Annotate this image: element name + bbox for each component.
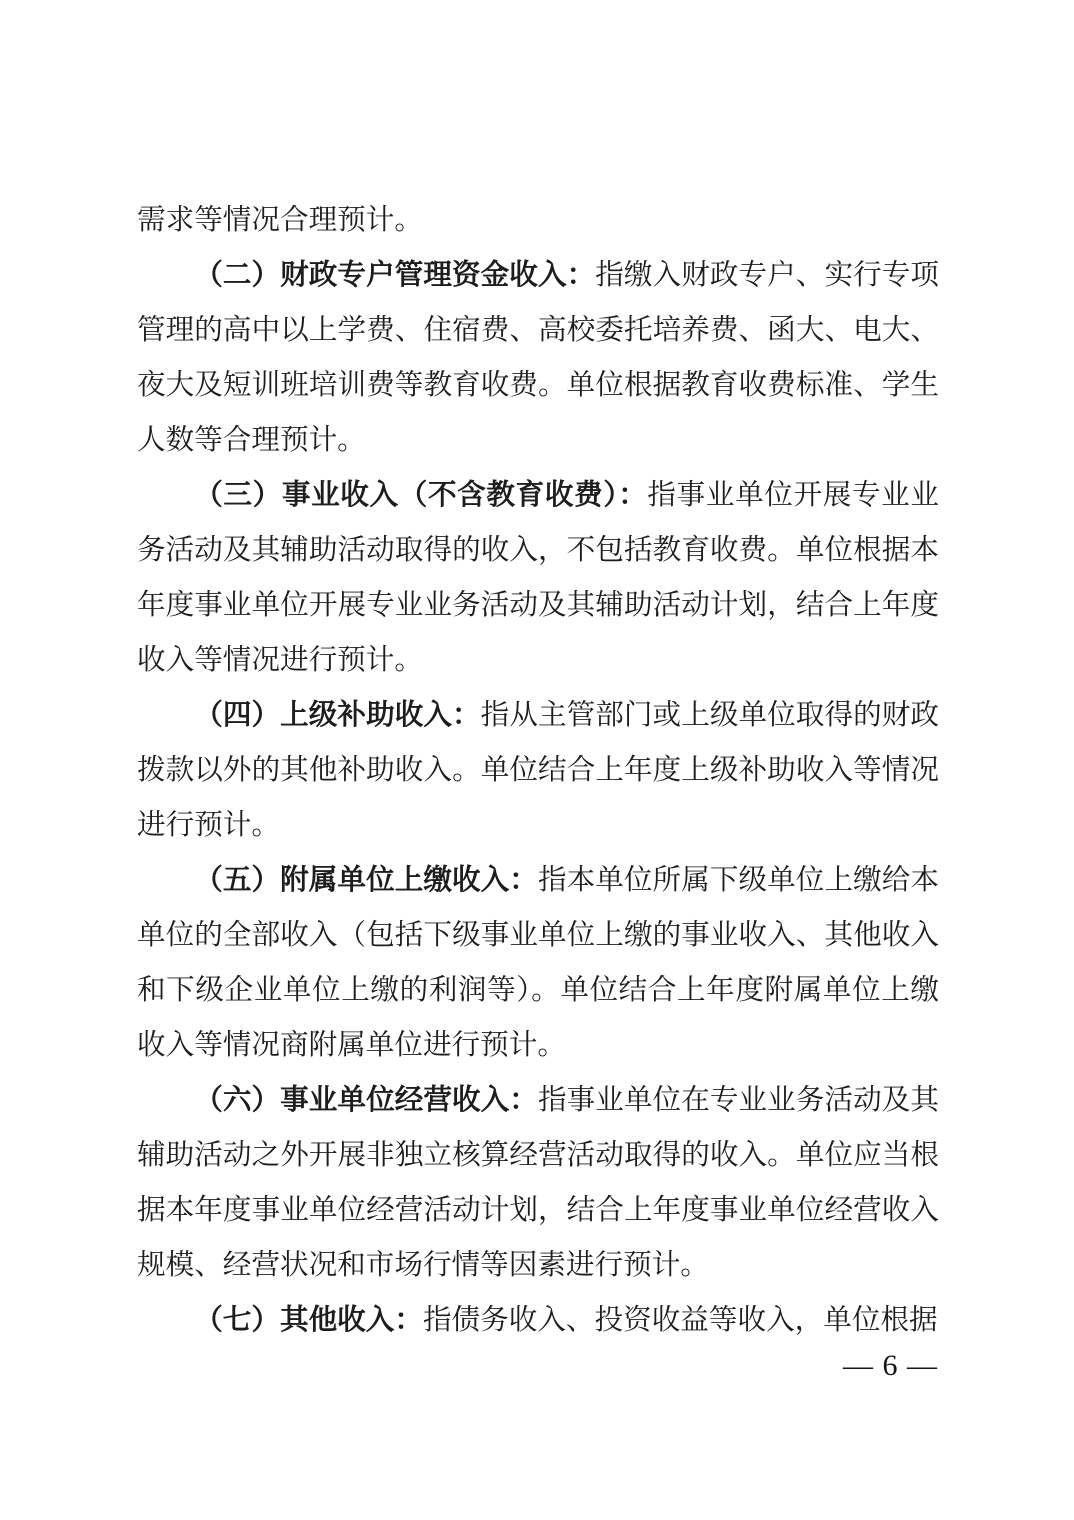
clause-text: 指缴入财政专户、实行专项管理的高中以上学费、住宿费、高校委托培养费、函大、电大、夜大及短训班培训费等教育收费。单位根据教育收费标准、学生人数等合理预计。 — [137, 260, 939, 456]
clause-heading: （四）上级补助收入： — [194, 700, 481, 731]
clause-text: 指债务收入、投资收益等收入，单位根据 — [422, 1305, 938, 1336]
clause-heading: （六）事业单位经营收入： — [194, 1085, 538, 1116]
paragraph — [137, 193, 939, 248]
paragraph — [137, 1073, 939, 1293]
page-number: — 6 — — [843, 1349, 938, 1382]
paragraph — [137, 688, 939, 853]
clause-heading: （五）附属单位上缴收入： — [194, 865, 538, 896]
clause-text: 指事业单位开展专业业务活动及其辅助活动取得的收入，不包括教育收费。单位根据本年度事业单位开展专业业务活动及其辅助活动计划，结合上年度收入等情况进行预计。 — [137, 480, 939, 676]
clause-heading: （三）事业收入（不含教育收费）： — [194, 480, 648, 511]
paragraph — [137, 468, 939, 688]
clause-text: 需求等情况合理预计。 — [137, 205, 423, 236]
paragraph — [137, 853, 939, 1073]
paragraph — [137, 1293, 939, 1348]
paragraph — [137, 248, 939, 468]
clause-text: 指事业单位在专业业务活动及其辅助活动之外开展非独立核算经营活动取得的收入。单位应当根据本年度事业单位经营活动计划，结合上年度事业单位经营收入规模、经营状况和市场行情等因素进行预计。 — [137, 1085, 939, 1281]
document-body — [137, 193, 939, 1348]
clause-heading: （二）财政专户管理资金收入： — [194, 260, 596, 291]
clause-heading: （七）其他收入： — [194, 1305, 423, 1336]
clause-text: 指从主管部门或上级单位取得的财政拨款以外的其他补助收入。单位结合上年度上级补助收入等情况进行预计。 — [137, 700, 939, 841]
clause-text: 指本单位所属下级单位上缴给本单位的全部收入（包括下级事业单位上缴的事业收入、其他收入和下级企业单位上缴的利润等）。单位结合上年度附属单位上缴收入等情况商附属单位进行预计。 — [137, 865, 939, 1061]
